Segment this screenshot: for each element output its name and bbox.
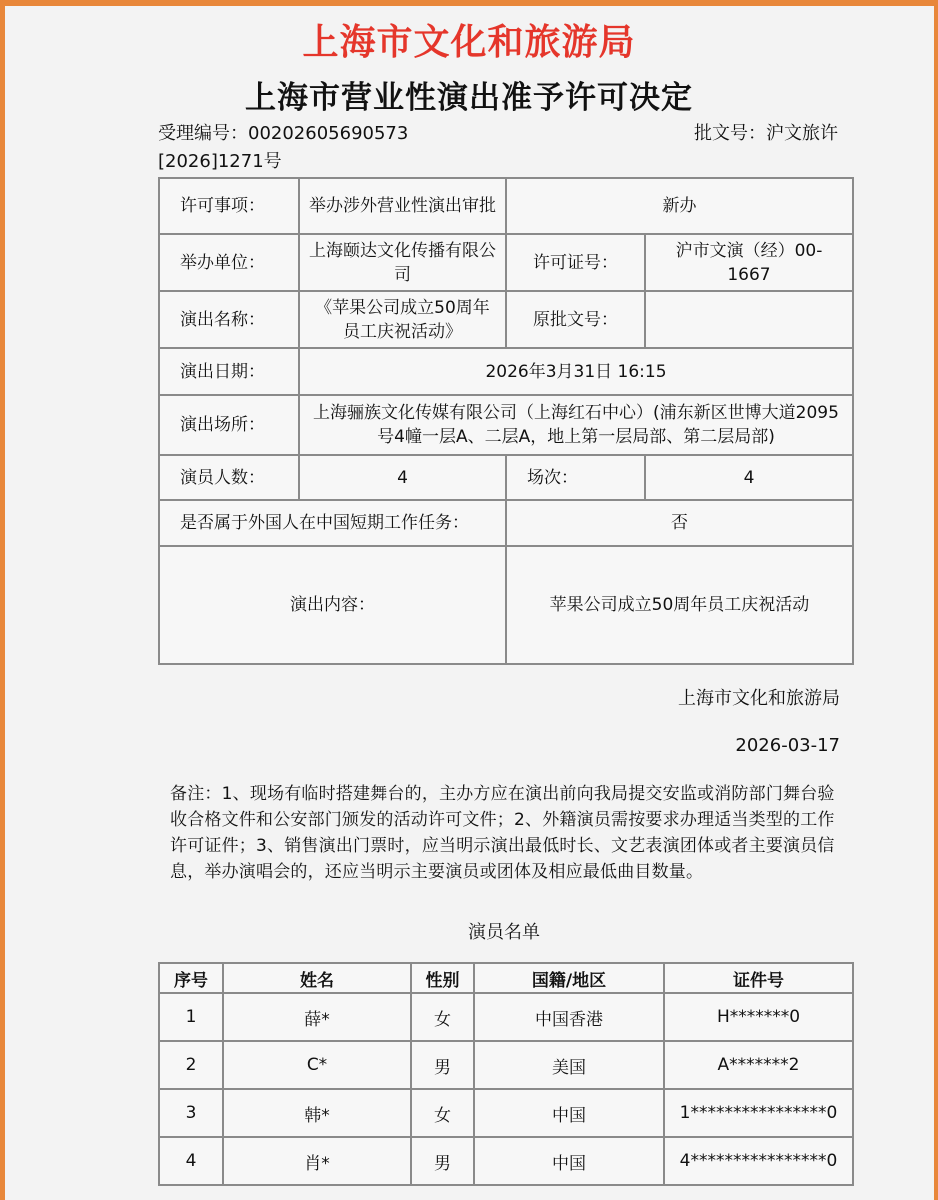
cell-name: C* (223, 1041, 411, 1089)
performers-value: 4 (299, 455, 506, 500)
table-row (159, 1137, 853, 1185)
cell-index: 3 (159, 1089, 223, 1137)
row-foreign (159, 500, 853, 546)
date-label: 演出日期： (159, 348, 299, 395)
accept-number: 受理编号：00202605690573 (158, 123, 409, 144)
header-id-number: 证件号 (664, 963, 853, 993)
row-organizer (159, 234, 853, 291)
cell-nationality: 美国 (474, 1041, 664, 1089)
remarks: 备注：1、现场有临时搭建舞台的，主办方应在演出前向我局提交安监或消防部门舞台验收合格文件和公安部门颁发的活动许可文件；2、外籍演员需按要求办理适当类型的工作许可证件；3、销售演出门票时，应当明示演出最低时长、文艺表演团体或者主要演员信息，举办演唱会的，还应当明示主要演员或团体及相应最低曲目数量。 (170, 784, 835, 882)
cell-gender: 女 (411, 993, 474, 1041)
issue-date: 2026-03-17 (735, 735, 840, 756)
row-venue (159, 395, 853, 455)
permit-item-value: 举办涉外营业性演出审批 (299, 178, 506, 234)
agency-header: 上海市文化和旅游局 (302, 22, 636, 63)
left-border (0, 0, 5, 1200)
row-date (159, 348, 853, 395)
content-value: 苹果公司成立50周年员工庆祝活动 (506, 546, 853, 664)
permit-type-value: 新办 (506, 178, 853, 234)
permit-table (158, 177, 854, 665)
license-label: 许可证号： (506, 234, 645, 291)
header-index: 序号 (159, 963, 223, 993)
sessions-value: 4 (645, 455, 853, 500)
venue-value: 上海骊族文化传媒有限公司（上海红石中心）(浦东新区世博大道2095号4幢一层A、二层A，地上第一层局部、第二层局部) (299, 395, 853, 455)
page-title: 上海市营业性演出准予许可决定 (245, 80, 693, 116)
issuer-signature: 上海市文化和旅游局 (678, 688, 840, 709)
cell-gender: 男 (411, 1137, 474, 1185)
organizer-value: 上海颐达文化传播有限公司 (299, 234, 506, 291)
row-performers (159, 455, 853, 500)
right-border (934, 0, 938, 1200)
performer-table (158, 962, 854, 1186)
performer-list-title: 演员名单 (468, 922, 540, 943)
venue-label: 演出场所： (159, 395, 299, 455)
show-name-label: 演出名称： (159, 291, 299, 348)
cell-index: 2 (159, 1041, 223, 1089)
header-name: 姓名 (223, 963, 411, 993)
organizer-label: 举办单位： (159, 234, 299, 291)
sessions-label: 场次： (506, 455, 645, 500)
cell-nationality: 中国 (474, 1089, 664, 1137)
cell-index: 1 (159, 993, 223, 1041)
foreign-label: 是否属于外国人在中国短期工作任务： (159, 500, 506, 546)
cell-nationality: 中国香港 (474, 993, 664, 1041)
content-label: 演出内容： (159, 546, 506, 664)
foreign-value: 否 (506, 500, 853, 546)
date-value: 2026年3月31日 16:15 (299, 348, 853, 395)
approval-number-cont: [2026]1271号 (158, 151, 282, 172)
orig-approval-label: 原批文号： (506, 291, 645, 348)
row-content (159, 546, 853, 664)
cell-gender: 男 (411, 1041, 474, 1089)
top-border (0, 0, 938, 6)
performers-label: 演员人数： (159, 455, 299, 500)
permit-item-label: 许可事项： (159, 178, 299, 234)
table-row (159, 1089, 853, 1137)
row-show-name (159, 291, 853, 348)
table-row (159, 993, 853, 1041)
cell-name: 肖* (223, 1137, 411, 1185)
orig-approval-value (645, 291, 853, 348)
document-meta (158, 120, 838, 176)
header-gender: 性别 (411, 963, 474, 993)
cell-name: 韩* (223, 1089, 411, 1137)
license-value: 沪市文演（经）00-1667 (645, 234, 853, 291)
show-name-value: 《苹果公司成立50周年员工庆祝活动》 (299, 291, 506, 348)
cell-name: 薛* (223, 993, 411, 1041)
approval-number: 批文号：沪文旅许 (694, 123, 838, 144)
performer-table-header (159, 963, 853, 993)
cell-id-number: 4****************0 (664, 1137, 853, 1185)
cell-id-number: A*******2 (664, 1041, 853, 1089)
header-nationality: 国籍/地区 (474, 963, 664, 993)
table-row (159, 1041, 853, 1089)
row-permit-item (159, 178, 853, 234)
cell-nationality: 中国 (474, 1137, 664, 1185)
cell-index: 4 (159, 1137, 223, 1185)
cell-id-number: H*******0 (664, 993, 853, 1041)
cell-id-number: 1****************0 (664, 1089, 853, 1137)
cell-gender: 女 (411, 1089, 474, 1137)
